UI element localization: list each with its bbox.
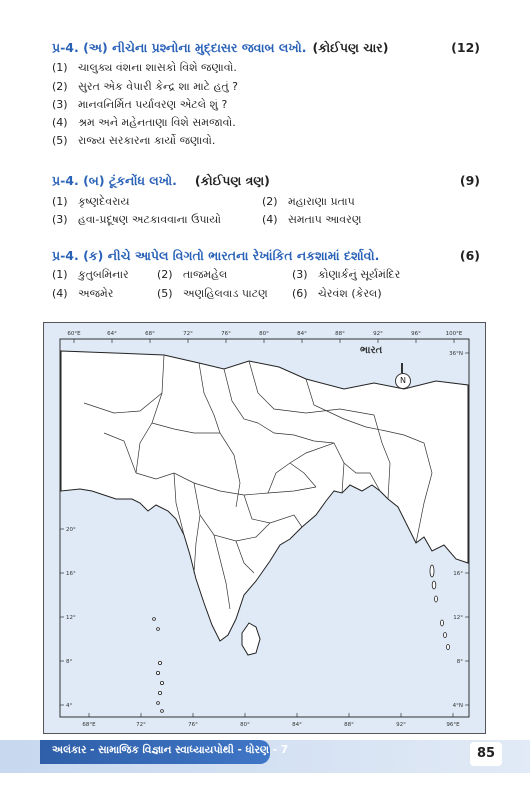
- section-b-marks: (9): [459, 173, 480, 188]
- map-item: (1) કુતુબમિનાર: [52, 268, 129, 281]
- short-note-item: (3) હવા-પ્રદૂષણ અટકાવવાના ઉપાયો: [52, 213, 222, 226]
- section-a-title: પ્ર-4. (અ) નીચેના પ્રશ્નોના મુદ્દાસર જવાબ લખો.: [52, 40, 307, 55]
- india-outline-map: [43, 322, 486, 734]
- map-svg: [44, 323, 485, 733]
- north-label: N: [400, 376, 406, 385]
- top-tick-label: 88°: [335, 331, 345, 337]
- short-note-item: (4) સમતાપ આવરણ: [262, 213, 362, 226]
- bottom-tick-label: 72°: [136, 722, 146, 728]
- map-item: (6) ચેરવંશ (કેરલ): [292, 287, 382, 300]
- question-item: (3) માનવનિર્મિત પર્યાવરણ એટલે શું ?: [52, 98, 228, 111]
- left-tick-label: 16°: [66, 571, 76, 577]
- section-b-heading: [52, 173, 482, 189]
- top-tick-label: 60°E: [67, 331, 81, 337]
- top-tick-label: 92°: [373, 331, 383, 337]
- top-axis-ticks: [67, 331, 462, 343]
- bottom-axis-ticks: [82, 713, 460, 728]
- map-item: (2) તાજમહેલ: [157, 268, 228, 281]
- top-tick-label: 72°: [183, 331, 193, 337]
- section-c-heading: [52, 248, 482, 264]
- andaman-islands: [430, 565, 450, 650]
- top-tick-label: 96°: [411, 331, 421, 337]
- footer-book-title-tab: [40, 740, 288, 764]
- question-item: (1) ચાલુક્ય વંશના શાસકો વિશે જણાવો.: [52, 61, 237, 74]
- question-item: (2) સુરત એક વેપારી કેન્દ્ર શા માટે હતું ?: [52, 80, 239, 93]
- bottom-tick-label: 68°E: [82, 722, 96, 728]
- maldives-islands: [153, 618, 164, 713]
- bottom-tick-label: 92°: [396, 722, 406, 728]
- bottom-tick-label: 84°: [292, 722, 302, 728]
- section-a-note: (કોઈપણ ચાર): [312, 40, 389, 55]
- right-tick-label: 12°: [453, 615, 463, 621]
- right-tick-label: 16°: [453, 571, 463, 577]
- map-item: (5) અણહિલવાડ પાટણ: [157, 287, 268, 300]
- section-a-heading: [52, 40, 482, 56]
- map-item: (4) અજમેર: [52, 287, 114, 300]
- section-b-note: (કોઈપણ ત્રણ): [194, 173, 270, 188]
- short-note-item: (2) મહારાણા પ્રતાપ: [262, 195, 355, 208]
- sri-lanka-outline: [242, 623, 260, 655]
- top-tick-label: 68°: [145, 331, 155, 337]
- right-tick-label: 8°: [456, 659, 463, 665]
- top-tick-label: 80°: [259, 331, 269, 337]
- page-number: 85: [470, 742, 502, 766]
- bottom-tick-label: 88°: [344, 722, 354, 728]
- section-b-title: પ્ર-4. (બ) ટૂંકનોંધ લખો.: [52, 173, 177, 188]
- question-item: (5) રાજ્ય સરકારના કાર્યો જણાવો.: [52, 134, 216, 147]
- bottom-tick-label: 96°E: [446, 722, 460, 728]
- short-note-item: (1) કૃષ્ણદેવરાય: [52, 195, 130, 208]
- top-tick-label: 76°: [221, 331, 231, 337]
- bottom-tick-label: 80°: [240, 722, 250, 728]
- right-tick-label: 36°N: [449, 351, 463, 357]
- left-tick-label: 12°: [66, 615, 76, 621]
- section-a-marks: (12): [451, 40, 480, 55]
- bottom-tick-label: 76°: [188, 722, 198, 728]
- top-tick-label: 100°E: [445, 331, 463, 337]
- map-title: ભારત: [360, 345, 383, 356]
- north-arrow-icon: [395, 373, 411, 389]
- left-tick-label: 8°: [66, 659, 73, 665]
- landmass-outline: [61, 351, 468, 641]
- north-arrow-stem: [401, 363, 403, 373]
- map-item: (3) કોણાર્કનું સૂર્યમંદિર: [292, 268, 401, 281]
- question-item: (4) શ્રમ અને મહેનતાણા વિશે સમજાવો.: [52, 116, 236, 129]
- top-tick-label: 64°: [107, 331, 117, 337]
- section-c-marks: (6): [459, 248, 480, 263]
- right-tick-label: 4°N: [452, 703, 463, 709]
- page-footer: [0, 740, 530, 795]
- section-c-title: પ્ર-4. (ક) નીચે આપેલ વિગતો ભારતના રેખાંકિત નકશામાં દર્શાવો.: [52, 248, 380, 263]
- left-tick-label: 20°: [66, 527, 76, 533]
- top-tick-label: 84°: [297, 331, 307, 337]
- footer-book-title: અલંકાર - સામાજિક વિજ્ઞાન સ્વાધ્યાયપોથી - ધોરણ - 7: [52, 744, 288, 756]
- left-tick-label: 4°: [66, 703, 73, 709]
